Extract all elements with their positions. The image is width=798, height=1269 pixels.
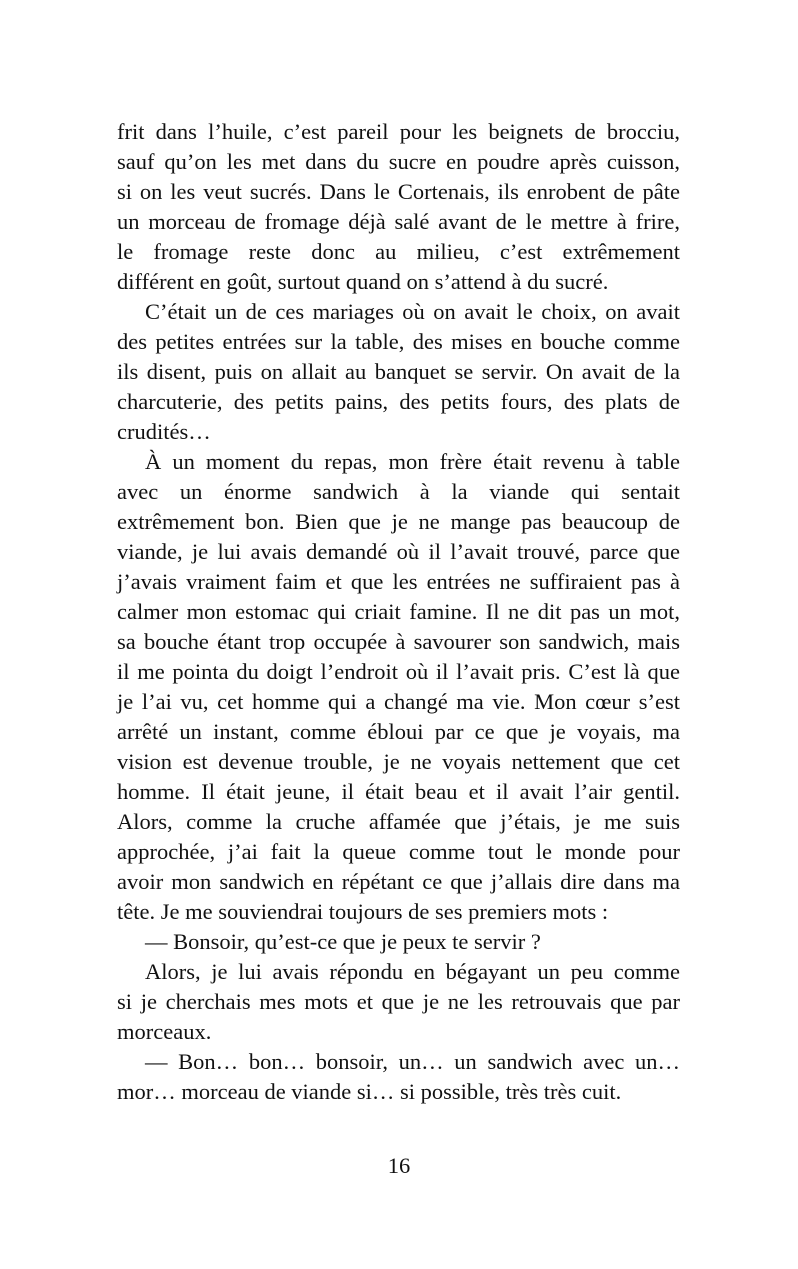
dialogue-line	[117, 927, 680, 957]
text-line: À un moment du repas, mon frère était revenu à table	[145, 449, 680, 474]
dialogue-line	[117, 1047, 680, 1107]
text-line: Alors, comme la cruche affamée que j’étais, je me suis	[117, 809, 680, 834]
text-line: arrêté un instant, comme ébloui par ce que je voyais, ma	[117, 719, 680, 744]
text-line: calmer mon estomac qui criait famine. Il ne dit pas un mot,	[117, 599, 680, 624]
text-line: tête. Je me souviendrai toujours de ses premiers mots :	[117, 899, 609, 924]
text-line: — Bonsoir, qu’est-ce que je peux te servir ?	[145, 929, 541, 954]
text-line: frit dans l’huile, c’est pareil pour les beignets de brocciu,	[117, 119, 680, 144]
text-line: je l’ai vu, cet homme qui a changé ma vie. Mon cœur s’est	[117, 689, 680, 714]
text-line: C’était un de ces mariages où on avait le choix, on avait	[145, 299, 680, 324]
text-line: j’avais vraiment faim et que les entrées ne suffiraient pas à	[117, 569, 680, 594]
text-line: des petites entrées sur la table, des mises en bouche comme	[117, 329, 680, 354]
text-line: sauf qu’on les met dans du sucre en poudre après cuisson,	[117, 149, 680, 174]
text-line: morceaux.	[117, 1019, 212, 1044]
text-line: avec un énorme sandwich à la viande qui sentait	[117, 479, 680, 504]
text-line: un morceau de fromage déjà salé avant de le mettre à frire,	[117, 209, 680, 234]
text-line: — Bon… bon… bonsoir, un… un sandwich avec un…	[145, 1049, 680, 1074]
paragraph	[117, 957, 680, 1047]
text-line: vision est devenue trouble, je ne voyais nettement que cet	[117, 749, 680, 774]
book-page-body	[117, 117, 680, 1107]
text-line: le fromage reste donc au milieu, c’est extrêmement	[117, 239, 680, 264]
page-number: 16	[387, 1153, 411, 1178]
text-line: ils disent, puis on allait au banquet se servir. On avait de la	[117, 359, 680, 384]
paragraph	[117, 447, 680, 927]
text-line: mor… morceau de viande si… si possible, très très cuit.	[117, 1079, 622, 1104]
text-line: approchée, j’ai fait la queue comme tout le monde pour	[117, 839, 680, 864]
text-line: Alors, je lui avais répondu en bégayant un peu comme	[145, 959, 680, 984]
paragraph	[117, 117, 680, 297]
text-line: charcuterie, des petits pains, des petits fours, des plats de	[117, 389, 680, 414]
text-line: si on les veut sucrés. Dans le Cortenais, ils enrobent de pâte	[117, 179, 680, 204]
text-line: extrêmement bon. Bien que je ne mange pas beaucoup de	[117, 509, 680, 534]
text-line: crudités…	[117, 419, 211, 444]
text-line: avoir mon sandwich en répétant ce que j’allais dire dans ma	[117, 869, 680, 894]
text-line: homme. Il était jeune, il était beau et il avait l’air gentil.	[117, 779, 680, 804]
text-line: il me pointa du doigt l’endroit où il l’avait pris. C’est là que	[117, 659, 680, 684]
text-line: viande, je lui avais demandé où il l’avait trouvé, parce que	[117, 539, 680, 564]
text-line: différent en goût, surtout quand on s’attend à du sucré.	[117, 269, 609, 294]
paragraph	[117, 297, 680, 447]
text-line: si je cherchais mes mots et que je ne les retrouvais que par	[117, 989, 680, 1014]
text-line: sa bouche étant trop occupée à savourer son sandwich, mais	[117, 629, 680, 654]
